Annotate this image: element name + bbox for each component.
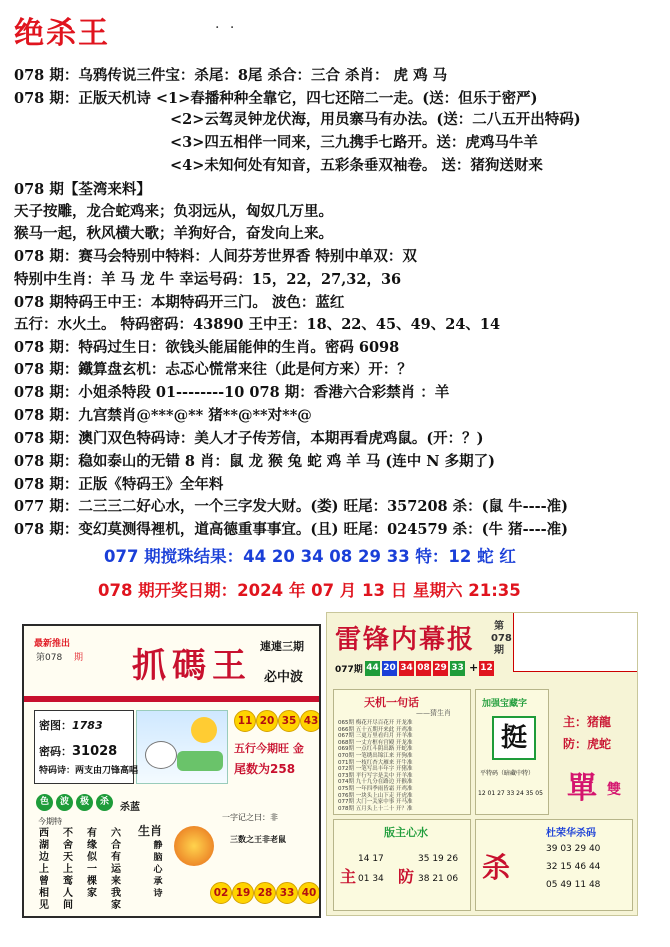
number-ball: 19 [232,882,254,904]
leifeng-panel [326,612,638,916]
tail-text: 尾数为258 [234,762,296,776]
wave-label: 色 [36,794,53,811]
sentence-row: 071期 一枝红杏大雁来 开牛准 [338,759,413,766]
password-value: 1783 [72,719,103,732]
wave-value: 杀蓝 [120,802,140,813]
kill-row-1: 39 03 29 40 [546,844,601,854]
sentence-row: 072期 一笔写出丰年字 开猪准 [338,766,413,773]
sentence-row: 065期 梅花开尽百花开 开龙准 [338,720,413,726]
sentence-row: 075期 一年四季雨皆霜 开鸡准 [338,786,413,792]
leifeng-issue: 第078期 [491,621,512,656]
panel-title: 抓碼王 [132,646,252,686]
number-ball: 28 [254,882,276,904]
red-divider [24,696,319,702]
code-value: 31028 [72,744,118,759]
fang-nums-1: 35 19 26 [418,854,459,864]
sentence-title: 天机一句话 [364,696,419,709]
badge-issue: 第078 [36,653,63,663]
cartoon-plant [177,751,223,771]
prediction-line: 078 期：赛马会特别中特料：人间芬芳世界香 特别中单双：双 [14,248,417,265]
prediction-line: 特别中生肖：羊 马 龙 牛 幸运号码：15，22，27,32，36 [14,271,402,288]
kill-box [475,819,633,911]
blank-box [513,613,638,672]
result-ball: 20 [382,661,397,676]
dan-small: 雙 [607,782,621,798]
prediction-line: 078 期：正版天机诗 <1>春播种种全靠它，四七还陪二一走。(送：但乐于密严) [14,90,538,107]
number-ball: 33 [276,882,298,904]
sentence-row: 066期 五十五期开来此 开鸡准 [338,726,413,733]
sentence-row: 068期 一丈方框有宫殿 开龙准 [338,739,413,746]
special-ball: 12 [479,661,494,676]
prediction-line: 078 期：稳如泰山的无错 8 肖：鼠 龙 猴 兔 蛇 鸡 羊 马 (连中 N 多期了) [14,453,495,470]
badge-top: 最新推出 [34,639,71,649]
number-ball: 11 [234,710,256,732]
wave-label: 极 [76,794,93,811]
sentence-row: 070期 一笔绣出锦江来 开狗准 [338,753,413,759]
heart-zhu: 主 [340,867,357,886]
shengxiao-label: 生肖 [138,824,163,838]
wave-label: 杀 [96,794,113,811]
sentence-row: 077期 大门一关家中事 开马准 [338,799,413,806]
prediction-line: 天子按雕，龙合蛇鸡来；负羽远从，匈奴几万里。 [14,203,333,220]
kill-char: 杀 [482,851,511,884]
prediction-line: <4>未知何处有知音，五彩条垂双袖卷。 送：猪狗送财来 [170,157,543,174]
sentence-sub: ——猜生肖 [416,709,451,717]
must-win-text: 必中波 [264,670,304,685]
prediction-line: 猴马一起，秋风横大歌；羊狗好合，奋发向上来。 [14,225,333,242]
poem-column: 有缘似一棵家 [87,828,97,899]
poem-column: 不舍天上鸾人间 [63,828,73,911]
firework-decoration [174,826,214,866]
special-poem-label: 特码诗： [39,766,76,776]
number-ball: 20 [256,710,278,732]
king-text: 三数之王非老鼠 [230,835,286,844]
sentence-box [333,689,471,815]
number-ball: 40 [298,882,320,904]
single-word-label: 一字记之曰： [222,813,270,822]
main-label: 主：猪龍 [563,715,612,729]
kill-row-2: 32 15 46 44 [546,862,601,872]
sentence-row: 073期 平行写字是关中 开羊准 [338,772,413,779]
cartoon-image [136,710,228,784]
prediction-line: 078 期：乌鸦传说三件宝：杀尾：8尾 杀合：三合 杀肖： 虎 鸡 马 [14,67,448,84]
sentence-row: 074期 九十九分在路边 开猴准 [338,779,413,786]
single-word-value: 非 [270,813,278,822]
mid-nums: 12 01 27 33 24 35 05 [478,790,543,797]
side-text: 静脑心承诗 [153,841,163,899]
fang-label: 防：虎蛇 [563,737,612,751]
sentence-row: 078期 五月头上十二十 开？准 [338,805,413,812]
result-ball: 34 [399,661,414,676]
prediction-line: 078 期：特码过生日：欲钱头能届能伸的生肖。密码 6098 [14,339,400,356]
prediction-line: 078 期：九宫禁肖@***@** 猪**@**对**@ [14,407,312,424]
leifeng-title: 雷锋内幕报 [335,625,476,655]
result-ball: 33 [450,661,465,676]
poem-column: 西湖边上曾相见 [39,828,49,911]
zhuamawang-panel [22,624,321,918]
kill-title: 杜荣华杀码 [546,828,596,839]
recommend-text: 今期特 [38,817,62,826]
zhu-nums-2: 01 34 [358,874,384,884]
leifeng-issue-label: 077期 [335,665,363,675]
prediction-line: 五行：水火土。 特码密码：43890 王中王：18、22、45、49、24、14 [14,316,501,333]
mid-title: 加强宝藏字 [482,699,528,709]
prediction-line: 078 期：正版《特码王》全年料 [14,476,224,493]
draw-date-078: 078 期开奖日期：2024 年 07 月 13 日 星期六 21:35 [98,581,521,600]
fang-nums-2: 38 21 06 [418,874,459,884]
header-dots: . . [215,16,238,32]
prediction-line: <2>云驾灵钟龙伏海，用员寨马有办法。(送：二八五开出特码) [170,111,581,128]
sentence-row: 076期 一块头上山下走 开虎准 [338,792,413,799]
cartoon-sun [191,717,217,743]
result-ball: 44 [365,661,380,676]
heart-title: 版主心水 [384,826,428,839]
prediction-line: 078 期【荃湾来料】 [14,181,151,198]
mid-sub: 平特码（暗藏中特） [480,770,535,777]
code-label: 密码： [39,745,72,758]
result-077: 077 期搅珠结果：44 20 34 08 29 33 特：12 蛇 红 [104,547,516,566]
badge-period: 期 [74,653,84,663]
plus-sign: + [469,661,479,674]
number-ball: 02 [210,882,232,904]
streak-text: 連連三期 [260,640,304,653]
password-box [34,710,139,784]
mid-char: 挺 [492,716,536,760]
number-ball: 35 [278,710,300,732]
prediction-line: 077 期：二三三二好心水，一个三字发大财。(娄) 旺尾：357208 杀：(鼠 牛----准) [14,498,569,515]
sentence-row: 069期 一点红斗阴出路 开蛇准 [338,746,413,753]
number-ball: 43 [300,710,321,732]
wave-label: 波 [56,794,73,811]
heart-box [333,819,471,911]
prediction-line: 078 期：澳门双色特码诗：美人才子传芳信，本期再看虎鸡鼠。(开：？) [14,430,484,447]
kill-row-3: 05 49 11 48 [546,880,601,890]
prediction-line: 078 期特码王中王：本期特码开三门。 波色：蓝红 [14,294,345,311]
special-poem: 两支由刀锋高唱 [75,766,139,776]
prediction-line: <3>四五相伴一同来，三九携手七路开。送：虎鸡马牛羊 [170,134,538,151]
page-title: 绝杀王 [14,16,110,51]
dan-char: 單 [567,771,597,806]
heart-fang: 防 [398,867,415,886]
result-ball: 08 [416,661,431,676]
password-label: 密图： [39,719,72,732]
prediction-line: 078 期：变幻莫测得裡机，道高德重事事宜。(且) 旺尾：024579 杀：(牛 猪----准) [14,521,569,538]
wuxing-text: 五行今期旺 金 [234,742,304,755]
prediction-line: 078 期：小姐杀特段 01--------10 078 期：香港六合彩禁肖 ：羊 [14,384,450,401]
prediction-line: 078 期：鐵算盘玄机：忐忑心慌常来往（此是何方来）开：？ [14,361,412,378]
poem-column: 六合有运来我家 [111,828,121,911]
zhu-nums-1: 14 17 [358,854,384,864]
sentence-row: 067期 三更万里看归月 开羊准 [338,733,413,740]
result-ball: 29 [433,661,448,676]
cartoon-figure [145,741,177,769]
treasure-box [475,689,549,815]
